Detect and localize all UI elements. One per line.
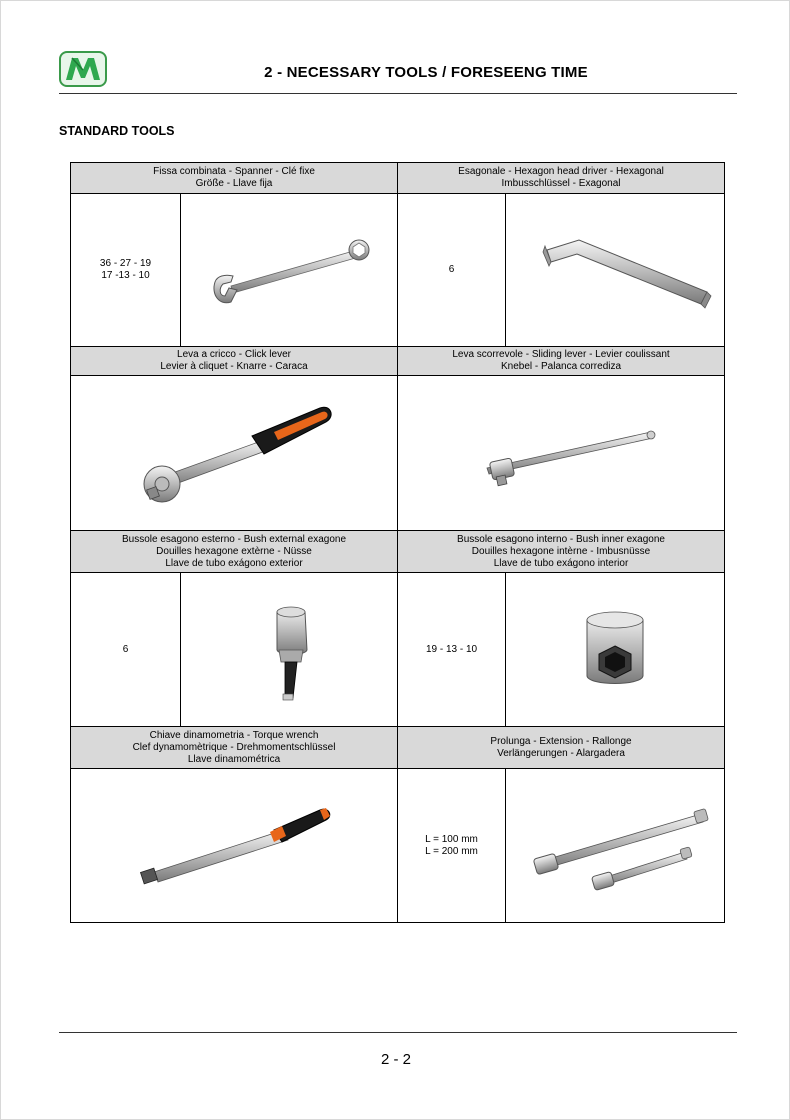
inner-hex-socket-image-cell: [506, 573, 725, 727]
spanner-image-cell: [181, 194, 398, 347]
footer-divider: [59, 1032, 737, 1033]
tool-header-line: Chiave dinamometria - Torque wrench: [149, 729, 319, 741]
size-value: L = 200 mm: [425, 845, 478, 857]
tool-header-line: Douilles hexagone extèrne - Nüsse: [156, 545, 312, 557]
hex-driver-image-cell: [506, 194, 725, 347]
tool-header-line: Levier à cliquet - Knarre - Caraca: [160, 361, 308, 372]
page-title: 2 - NECESSARY TOOLS / FORESEENG TIME: [264, 64, 588, 81]
ratchet-lever-icon: [124, 388, 344, 518]
external-hex-socket-image-cell: [181, 573, 398, 727]
external-hex-socket-sizes: [71, 573, 181, 727]
tool-header-extension: [398, 727, 725, 769]
tool-header-torque-wrench: [71, 727, 398, 769]
tool-header-line: Bussole esagono interno - Bush inner exagone: [457, 533, 665, 545]
spanner-sizes: [71, 194, 181, 347]
tool-header-line: Knebel - Palanca corrediza: [500, 361, 622, 372]
tool-header-sliding-lever: [398, 347, 725, 376]
click-lever-image-cell: [71, 376, 398, 531]
section-title: STANDARD TOOLS: [59, 124, 175, 138]
tool-header-line: Esagonale - Hexagon head driver - Hexagonal: [458, 166, 664, 177]
sliding-t-bar-icon: [451, 388, 671, 518]
tool-header-inner-hex-socket: [398, 531, 725, 573]
torque-wrench-image-cell: [71, 769, 398, 923]
size-value: 6: [122, 643, 129, 655]
hex-driver-sizes: [398, 194, 506, 347]
size-value: 36 - 27 - 19: [99, 258, 152, 269]
torque-wrench-icon: [124, 786, 344, 906]
hex-bit-socket-icon: [229, 590, 349, 710]
tool-header-line: Imbusschlüssel - Exagonal: [501, 178, 621, 189]
company-logo-icon: [59, 51, 107, 87]
tool-header-line: Prolunga - Extension - Rallonge: [490, 735, 632, 747]
tool-header-line: Clef dynamomètrique - Drehmomentschlüssel: [132, 741, 336, 753]
hex-key-icon: [515, 210, 715, 330]
tool-header-line: Leva a cricco - Click lever: [177, 349, 291, 360]
tool-header-hex-driver: [398, 163, 725, 194]
tool-header-line: Fissa combinata - Spanner - Clé fixe: [153, 166, 315, 177]
size-value: 19 - 13 - 10: [425, 643, 478, 655]
tools-table: [70, 162, 725, 923]
hex-socket-icon: [555, 590, 675, 710]
sliding-lever-image-cell: [398, 376, 725, 531]
extension-bars-icon: [515, 786, 715, 906]
header-divider: [59, 93, 737, 94]
tool-header-spanner: [71, 163, 398, 194]
tool-header-line: Leva scorrevole - Sliding lever - Levier coulissant: [452, 349, 670, 360]
combination-spanner-icon: [189, 210, 389, 330]
tool-header-line: Llave dinamométrica: [187, 753, 281, 765]
tool-header-line: Douilles hexagone intèrne - Imbusnüsse: [471, 545, 651, 557]
page-number: 2 - 2: [380, 1051, 411, 1068]
size-value: 6: [448, 264, 455, 275]
size-value: 17 -13 - 10: [101, 270, 150, 281]
extension-sizes: [398, 769, 506, 923]
tool-header-line: Llave de tubo exágono exterior: [165, 557, 303, 569]
tool-header-external-hex-socket: [71, 531, 398, 573]
extension-image-cell: [506, 769, 725, 923]
tool-header-line: Größe - Llave fija: [195, 178, 273, 189]
tool-header-line: Verlängerungen - Alargadera: [497, 747, 625, 759]
tool-header-click-lever: [71, 347, 398, 376]
tool-header-line: Llave de tubo exágono interior: [493, 557, 629, 569]
inner-hex-socket-sizes: [398, 573, 506, 727]
size-value: L = 100 mm: [425, 833, 478, 845]
tool-header-line: Bussole esagono esterno - Bush external exagone: [121, 533, 347, 545]
